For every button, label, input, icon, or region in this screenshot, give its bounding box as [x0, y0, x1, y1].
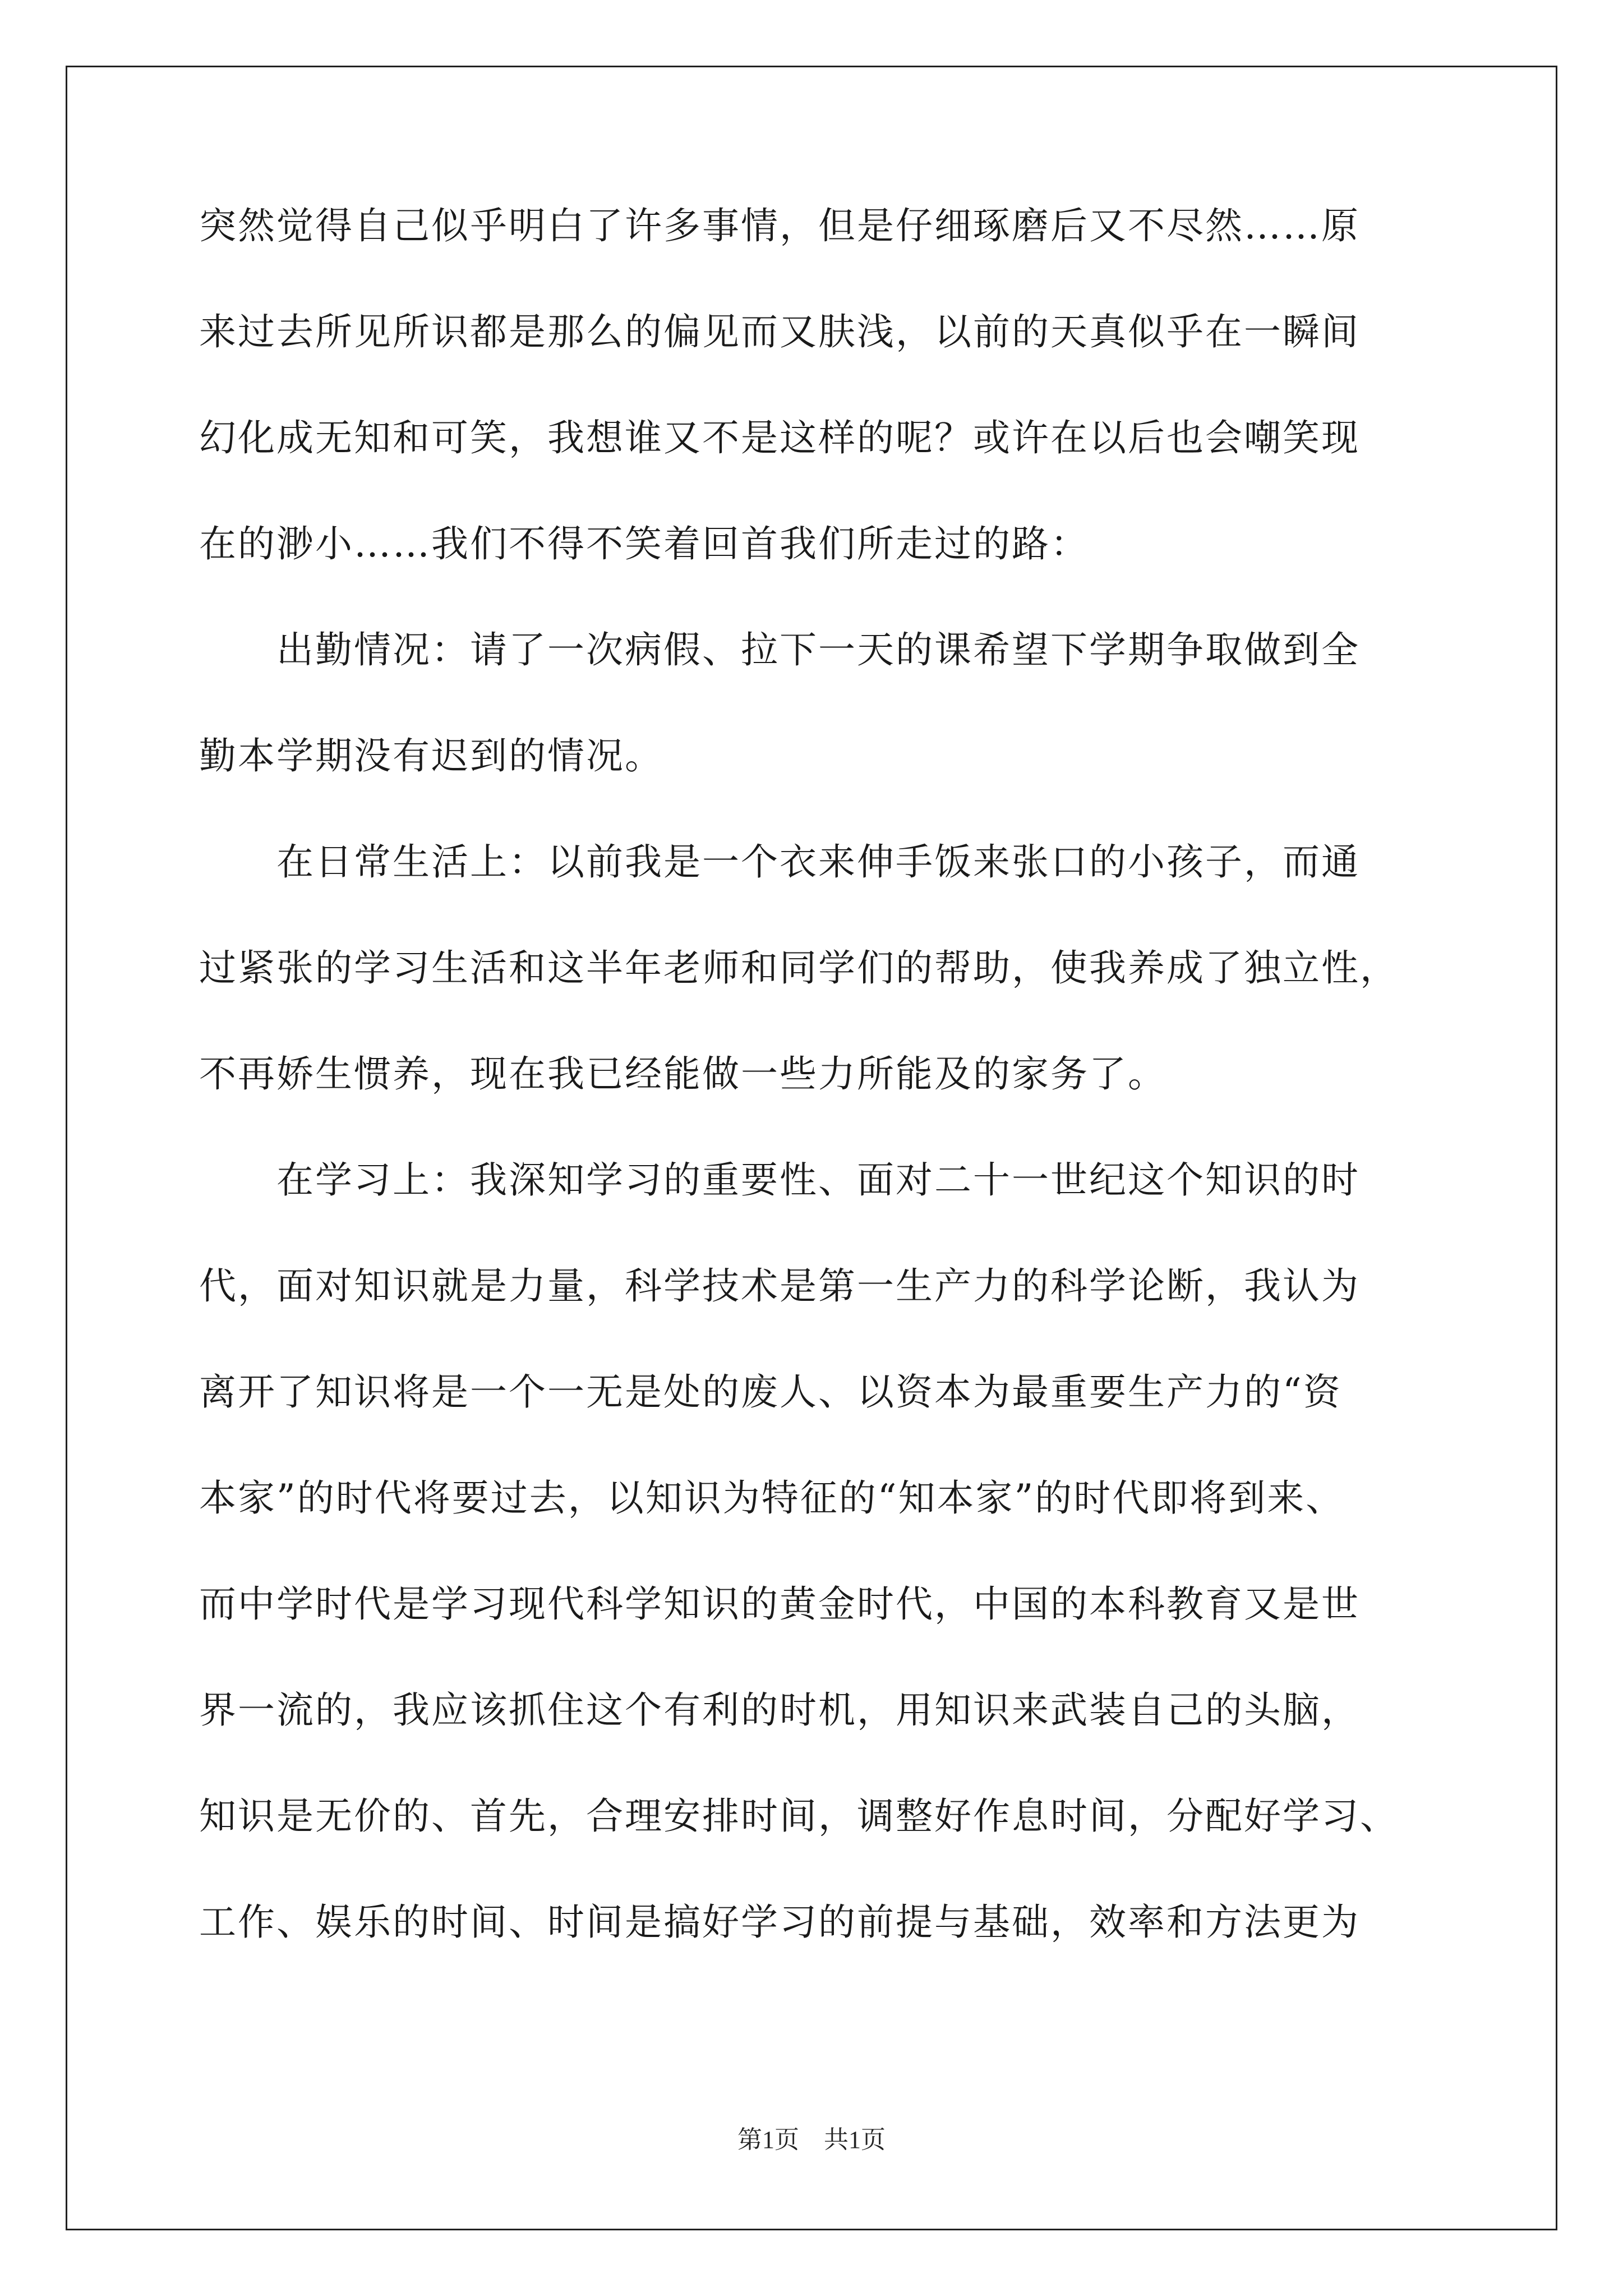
- text-line: 本家”的时代将要过去，以知识为特征的“知本家”的时代即将到来、: [199, 1476, 1345, 1520]
- text-line: 突然觉得自己似乎明白了许多事情，但是仔细琢磨后又不尽然……原: [199, 204, 1360, 247]
- text-line: 在学习上：我深知学习的重要性、面对二十一世纪这个知识的时: [199, 1158, 1360, 1202]
- text-line: 代，面对知识就是力量，科学技术是第一生产力的科学论断，我认为: [199, 1264, 1360, 1308]
- text-line: 在日常生活上：以前我是一个衣来伸手饭来张口的小孩子，而通: [199, 840, 1360, 884]
- text-line: 来过去所见所识都是那么的偏见而又肤浅，以前的天真似乎在一瞬间: [199, 310, 1360, 353]
- text-line: 不再娇生惯养，现在我已经能做一些力所能及的家务了。: [199, 1052, 1166, 1096]
- text-line: 幻化成无知和可笑，我想谁又不是这样的呢？或许在以后也会嘲笑现: [199, 416, 1360, 459]
- text-line: 在的渺小……我们不得不笑着回首我们所走过的路：: [199, 522, 1089, 565]
- text-line: 勤本学期没有迟到的情况。: [199, 734, 663, 777]
- page-number-footer: 第1页 共1页: [737, 2126, 886, 2154]
- text-line: 工作、娱乐的时间、时间是搞好学习的前提与基础，效率和方法更为: [199, 1901, 1360, 1944]
- text-line: 而中学时代是学习现代科学知识的黄金时代，中国的本科教育又是世: [199, 1582, 1360, 1626]
- text-line: 界一流的，我应该抓住这个有利的时机，用知识来武装自己的头脑，: [199, 1688, 1360, 1732]
- text-line: 知识是无价的、首先，合理安排时间，调整好作息时间，分配好学习、: [199, 1795, 1399, 1838]
- text-line: 离开了知识将是一个一无是处的废人、以资本为最重要生产力的“资: [199, 1370, 1342, 1414]
- text-line: 过紧张的学习生活和这半年老师和同学们的帮助，使我养成了独立性，: [199, 946, 1399, 990]
- text-line: 出勤情况：请了一次病假、拉下一天的课希望下学期争取做到全: [199, 628, 1360, 671]
